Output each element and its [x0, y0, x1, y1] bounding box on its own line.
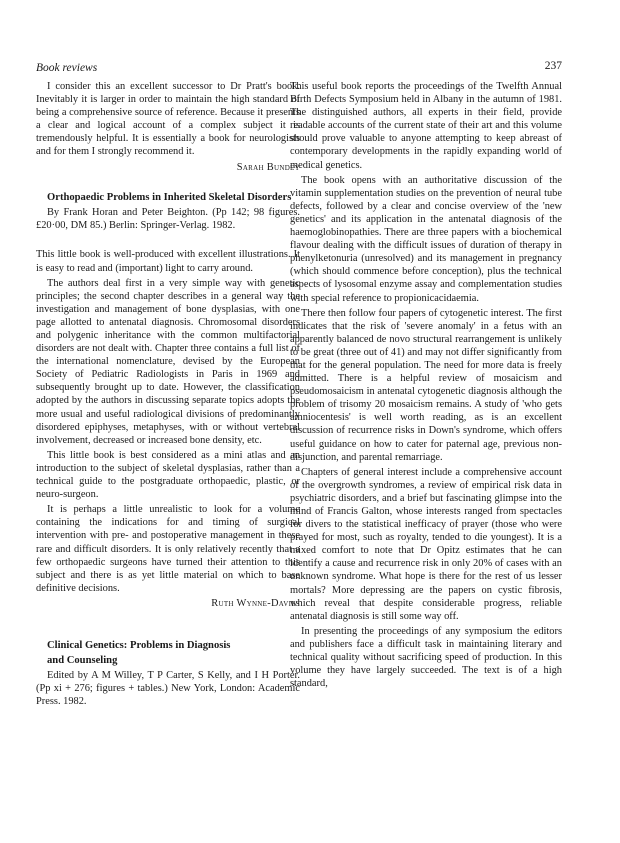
- review3-paragraph: This useful book reports the proceedings of the Twelfth Annual Birth Defects Symposium held in Albany in the autumn of 1981. The distinguished authors, all experts in their field, provide readable accounts of the current state of their art and this volume should prove valuable to anyone attempting to keep abreast of contemporary developments in the rapidly expanding world of medical genetics.: [290, 81, 562, 171]
- review3-paragraph: Chapters of general interest include a comprehensive account of the overgrowth syndromes, a review of empirical risk data in psychiatric disorders, and a brief but fascinating glimpse into the mind of Francis Galton, whose interests ranged from spectacles for divers to the statistical inefficacy of prayer (those who were prayed for most, such as royalty, tended to die youngest). It is a mixed comfort to note that Dr Opitz estimates that he can identify a cause and recurrence risk in only 20% of cases with an unknown syndrome. What hope is there for the rest of us lesser mortals? More depressing are the papers on cystic fibrosis, which reveal that despite considerable progress, reliable antenatal diagnosis is still some way off.: [290, 466, 562, 622]
- review3-paragraph: In presenting the proceedings of any symposium the editors and publishers face a difficult task in maintaining literary and technical quality without sacrificing speed of production. In this volume they have largely succeeded. The text is of a high standard,: [290, 625, 562, 690]
- section-spacer: [36, 176, 300, 192]
- page-number: 237: [544, 60, 562, 72]
- review2-paragraph: This little book is well-produced with excellent illustrations. It is easy to read and (important) light to carry around.: [36, 249, 300, 274]
- review2-paragraph: This little book is best considered as a mini atlas and an introduction to the subject of skeletal dysplasias, rather than a technical guide to the postgraduate orthopaedic, plastic, or neuro-surgeon.: [36, 449, 300, 501]
- reviewer-signature-bundey: Sarah Bundey: [236, 161, 300, 173]
- review3-paragraph: The book opens with an authoritative discussion of the vitamin supplementation studies on the prevention of neural tube defects, followed by a clear and concise overview of the 'new genetics' and its application in the antenatal diagnosis of the haemoglobinopathies. There are three papers with a biochemical flavour dealing with the difficult issues of duration of therapy in phenylketonuria (unresolved) and its management in pregnancy (which should commence before conception), plus the technical aspects of lysosomal enzyme assay and complementation studies with special reference to propionicacidaemia.: [290, 174, 562, 304]
- left-column: [36, 80, 300, 710]
- section-spacer: [36, 234, 300, 248]
- review2-paragraph: The authors deal first in a very simple way with genetic principles; the second chapter describes in a general way the investigation and management of bone dysplasias, with one page allotted to antenatal diagnosis. Chromosomal disorders and polygenic inheritance with the common multifactorial disorders are not dealt with. Chapter three contains a full list of the international nomenclature, devised by the European Society of Pediatric Radiologists in Paris in 1969 and subsequently brought up to date. However, the classification adopted by the authors in discussing separate topics adopts the more usual and useful radiological divisions of predominantly disordered epiphyses, metaphyses, with or without vertebral involvement, decreased or increased bone density, etc.: [36, 277, 300, 446]
- review3-title-line1: Clinical Genetics: Problems in Diagnosis: [47, 639, 231, 651]
- review2-bibliographic-details: By Frank Horan and Peter Beighton. (Pp 142; 98 figures. £20·00, DM 85.) Berlin: Springer-Verlag. 1982.: [36, 207, 300, 232]
- review3-bibliographic-details: Edited by A M Willey, T P Carter, S Kelly, and I H Porter. (Pp xi + 276; figures + tables.) New York, London: Academic Press. 1982.: [36, 670, 300, 708]
- review3-paragraph: There then follow four papers of cytogenetic interest. The first indicates that the risk of 'severe anomaly' in a fetus with an apparently balanced de novo structural rearrangement is unlikely to be great (three out of 41) and may not differ significantly from that for the general population. The need for more data is freely admitted. There is a helpful review of mosaicism and pseudomosaicism in antenatal cytogenetic diagnosis although the problem of trisomy 20 mosaicism remains. A study of 'who gets amniocentesis' is well worth reading, as is an excellent discussion of recurrence risks in Down's syndrome, which offers useful guidance on how to cater for paternal age, previous non-disjunction, and parental remarriage.: [290, 307, 562, 463]
- review3-title-line2: and Counseling: [47, 654, 118, 666]
- running-head: Book reviews: [36, 62, 98, 74]
- review2-paragraph: It is perhaps a little unrealistic to look for a volume containing the indications for and timing of surgical intervention with pre- and postoperative management in these rare and difficult disorders. It is only relatively recently that a few orthopaedic surgeons have turned their attention to this subject and there is as yet little material on which to base definitive decisions.: [36, 504, 300, 594]
- right-column: [290, 80, 562, 692]
- reviewer-signature-wynne-davies: Ruth Wynne-Davies: [211, 597, 300, 609]
- section-spacer: [36, 612, 300, 640]
- review1-closing-paragraph: I consider this an excellent successor to Dr Pratt's book. Inevitably it is larger in order to maintain the high standard of being a comprehensive source of reference. Because it presents a clear and logical account of a complex subject it is tremendously helpful. It is essentially a book for neurologists and for them I strongly recommend it.: [36, 81, 300, 158]
- review2-title: Orthopaedic Problems in Inherited Skeletal Disorders: [47, 191, 292, 203]
